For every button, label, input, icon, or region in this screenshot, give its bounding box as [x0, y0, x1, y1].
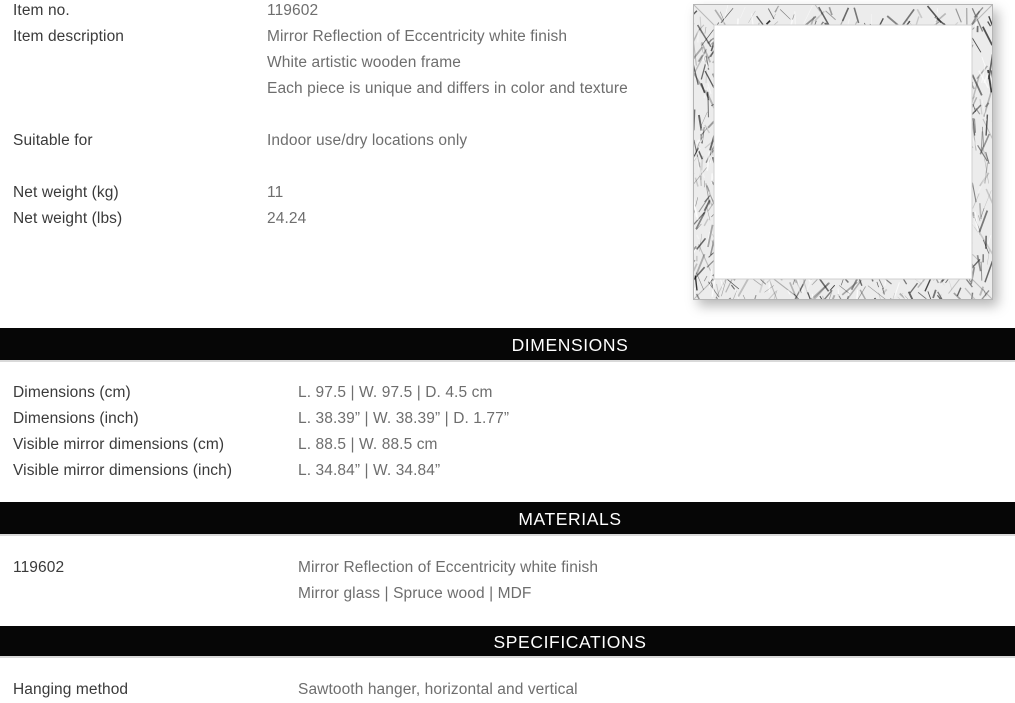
field-value: 11 — [267, 180, 283, 206]
specifications-rows — [13, 677, 578, 703]
dimensions-rows — [13, 380, 509, 484]
field-value: Mirror glass | Spruce wood | MDF — [298, 581, 598, 607]
section-header-dimensions — [0, 328, 1015, 362]
field-value: Each piece is unique and differs in color and texture — [267, 76, 628, 102]
field-label: Visible mirror dimensions (inch) — [13, 458, 298, 484]
section-header-materials — [0, 502, 1015, 536]
spec-row — [13, 458, 509, 484]
field-label: Item description — [13, 24, 267, 50]
info-row-item-no — [13, 0, 628, 24]
field-label: Item no. — [13, 0, 267, 24]
field-value: Mirror Reflection of Eccentricity white finish — [267, 24, 628, 50]
materials-rows — [13, 555, 598, 607]
field-value: White artistic wooden frame — [267, 50, 628, 76]
field-label: Dimensions (cm) — [13, 380, 298, 406]
field-label: Net weight (kg) — [13, 180, 267, 206]
field-value: L. 88.5 | W. 88.5 cm — [298, 432, 438, 458]
field-label: Hanging method — [13, 677, 298, 703]
info-row-item-description — [13, 24, 628, 102]
field-value: Mirror Reflection of Eccentricity white finish — [298, 555, 598, 581]
field-value: L. 97.5 | W. 97.5 | D. 4.5 cm — [298, 380, 492, 406]
section-title: SPECIFICATIONS — [494, 632, 647, 652]
field-label: Dimensions (inch) — [13, 406, 298, 432]
field-value: L. 38.39” | W. 38.39” | D. 1.77” — [298, 406, 509, 432]
field-label: 119602 — [13, 555, 298, 581]
field-label: Suitable for — [13, 128, 267, 154]
section-title: MATERIALS — [518, 509, 621, 529]
product-summary — [13, 0, 628, 232]
spec-row — [13, 380, 509, 406]
field-label: Visible mirror dimensions (cm) — [13, 432, 298, 458]
field-value: 24.24 — [267, 206, 306, 232]
field-value: Indoor use/dry locations only — [267, 128, 467, 154]
field-value: L. 34.84” | W. 34.84” — [298, 458, 440, 484]
spec-row — [13, 677, 578, 703]
info-row-suitable-for — [13, 128, 628, 154]
spec-row — [13, 406, 509, 432]
field-value: Sawtooth hanger, horizontal and vertical — [298, 677, 578, 703]
spec-row — [13, 432, 509, 458]
field-value: 119602 — [267, 0, 318, 24]
spec-row — [13, 555, 598, 607]
section-title: DIMENSIONS — [512, 335, 629, 355]
section-header-specifications — [0, 626, 1015, 658]
info-row-net-weight-kg — [13, 180, 628, 206]
product-image-mirror — [693, 4, 993, 300]
info-row-net-weight-lbs — [13, 206, 628, 232]
field-label: Net weight (lbs) — [13, 206, 267, 232]
